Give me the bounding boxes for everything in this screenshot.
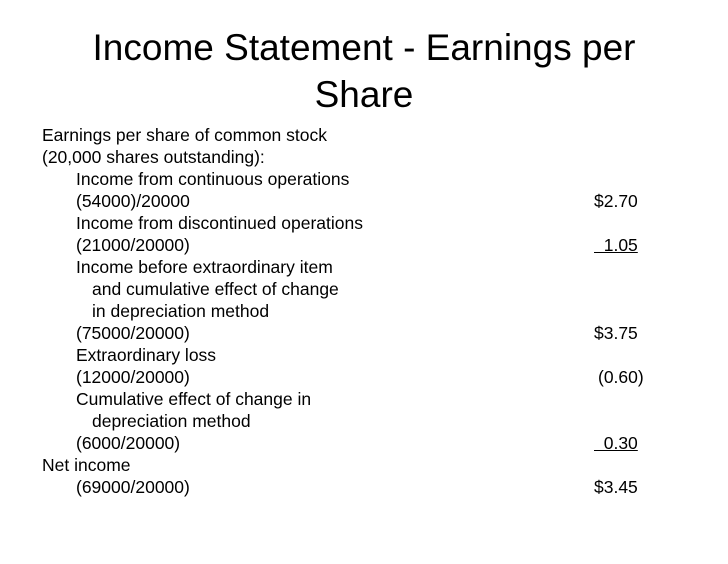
statement-row (0, 234, 728, 256)
row-label: (75000/20000) (76, 323, 190, 343)
row-label: Net income (42, 455, 131, 475)
statement-row (0, 168, 728, 190)
statement-row (0, 388, 728, 410)
statement-row (0, 190, 728, 212)
row-label: Income from continuous operations (76, 169, 350, 189)
statement-row (0, 476, 728, 498)
row-label: and cumulative effect of change (92, 279, 339, 299)
statement-row (0, 432, 728, 454)
statement-row (0, 212, 728, 234)
statement-row (0, 278, 728, 300)
row-amount: $3.75 (594, 323, 638, 343)
row-amount: (0.60) (598, 367, 644, 387)
row-label: (6000/20000) (76, 433, 181, 453)
row-label: Cumulative effect of change in (76, 389, 312, 409)
row-label: Income from discontinued operations (76, 213, 363, 233)
slide-title (18, 24, 710, 118)
row-label: in depreciation method (92, 301, 270, 321)
statement-row (0, 454, 728, 476)
row-label: (69000/20000) (76, 477, 190, 497)
statement-row (0, 344, 728, 366)
statement-row (0, 256, 728, 278)
row-label: (12000/20000) (76, 367, 190, 387)
slide-title-line-2: Share (314, 74, 414, 115)
statement-row (0, 300, 728, 322)
row-label: Extraordinary loss (76, 345, 217, 365)
statement-row (0, 146, 728, 168)
row-label: (20,000 shares outstanding): (42, 147, 265, 167)
row-amount: $3.45 (594, 477, 638, 497)
statement-row (0, 410, 728, 432)
row-label: depreciation method (92, 411, 251, 431)
row-amount: 0.30 (594, 433, 638, 453)
row-label: (54000)/20000 (76, 191, 190, 211)
statement-row (0, 366, 728, 388)
statement-body (0, 124, 728, 498)
statement-row (0, 124, 728, 146)
row-amount: 1.05 (594, 235, 638, 255)
row-amount: $2.70 (594, 191, 638, 211)
row-label: Earnings per share of common stock (42, 125, 327, 145)
statement-row (0, 322, 728, 344)
row-label: Income before extraordinary item (76, 257, 333, 277)
row-label: (21000/20000) (76, 235, 190, 255)
slide-title-line-1: Income Statement - Earnings per (92, 27, 636, 68)
